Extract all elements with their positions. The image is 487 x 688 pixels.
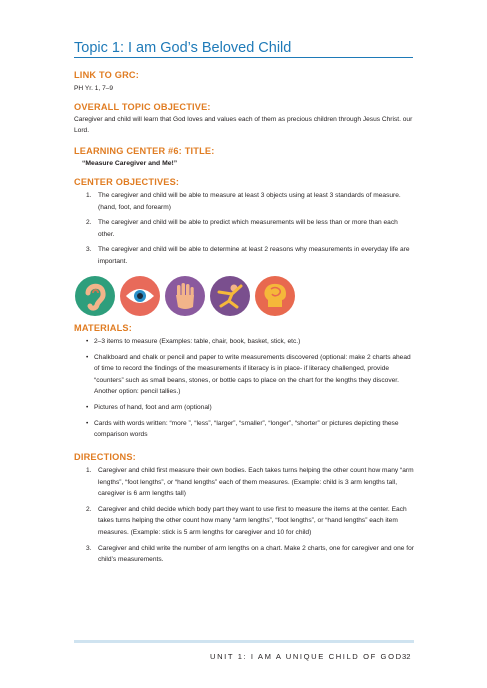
materials-list bbox=[86, 336, 416, 445]
list-text: 2–3 items to measure (Examples: table, chair, book, basket, stick, etc.) bbox=[94, 338, 301, 345]
bullet: • bbox=[86, 338, 89, 345]
link-heading: LINK TO GRC: bbox=[74, 70, 140, 80]
ear-icon bbox=[75, 276, 115, 316]
objective-text: Caregiver and child will learn that God loves and values each of them as precious children through Jesus Christ. our Lord. bbox=[74, 116, 413, 134]
center-title: “Measure Caregiver and Me!” bbox=[82, 160, 178, 167]
footer-unit-title: UNIT 1: I AM A UNIQUE CHILD OF GOD bbox=[210, 652, 403, 661]
list-item bbox=[86, 336, 416, 348]
eye-icon bbox=[120, 276, 160, 316]
list-text: Chalkboard and chalk or pencil and paper to write measurements discovered (optional: make 2 charts ahead of time to record the findings of the measurements if literacy is in place- if literacy challenged, provide “counters” such as small beans, stones, or bottle caps to place on the chart for the lengths they discover. Another option: pencil tallies.) bbox=[94, 353, 411, 396]
bullet: • bbox=[86, 403, 89, 411]
center-objectives-list bbox=[86, 190, 416, 272]
list-text: Cards with words written: “more ”, “less”, “larger”, “smaller”, “longer”, “shorter” or pictures depicting these comparison words bbox=[94, 419, 399, 439]
list-number: 2. bbox=[86, 505, 92, 513]
list-item bbox=[86, 465, 416, 500]
list-item bbox=[86, 217, 416, 240]
brain-icon bbox=[255, 276, 295, 316]
list-number: 2. bbox=[86, 219, 92, 227]
list-number: 3. bbox=[86, 246, 92, 254]
footer-rule bbox=[74, 640, 414, 643]
directions-list bbox=[86, 465, 416, 570]
page-number: 32 bbox=[402, 652, 411, 661]
list-text: Pictures of hand, foot and arm (optional) bbox=[94, 403, 212, 411]
list-number: 3. bbox=[86, 544, 92, 552]
center-heading: LEARNING CENTER #6: TITLE: bbox=[74, 146, 215, 156]
list-item bbox=[86, 352, 416, 398]
bullet: • bbox=[86, 353, 89, 361]
list-text: Caregiver and child first measure their own bodies. Each takes turns helping the other count how many “arm lengths”, “foot lengths”, or “hand lengths” each of them measures. (Example: child is 3 arm lengths tall, caregiver is 6 arm lengths tall) bbox=[98, 467, 414, 498]
list-item bbox=[86, 244, 416, 267]
list-item bbox=[86, 504, 416, 539]
list-text: The caregiver and child will be able to measure at least 3 objects using at least 3 standards of measure. (hand, foot, and forearm) bbox=[98, 192, 401, 211]
link-text: PH Yr. 1, 7–9 bbox=[74, 85, 114, 92]
title-rule bbox=[74, 57, 413, 58]
materials-heading: MATERIALS: bbox=[74, 323, 132, 333]
list-text: Caregiver and child write the number of arm lengths on a chart. Make 2 charts, one for caregiver and one for child’s measurements. bbox=[98, 544, 414, 564]
list-number: 1. bbox=[86, 467, 92, 474]
body-movement-icon bbox=[210, 276, 250, 316]
objective-heading: OVERALL TOPIC OBJECTIVE: bbox=[74, 102, 211, 112]
list-item bbox=[86, 418, 416, 441]
list-text: Caregiver and child decide which body part they want to use first to measure the items at the center. Each takes turns helping the other count how many “arm lengths”, “foot lengths”, or “hand lengths” each item measures. (Example: stick is 5 arm lengths for caregiver and 10 for child) bbox=[98, 505, 407, 536]
list-item bbox=[86, 190, 416, 213]
list-number: 1. bbox=[86, 192, 92, 199]
page-title: Topic 1: I am God’s Beloved Child bbox=[74, 40, 292, 56]
list-text: The caregiver and child will be able to predict which measurements will be less than or more than each other. bbox=[98, 219, 398, 238]
list-item bbox=[86, 543, 416, 566]
directions-heading: DIRECTIONS: bbox=[74, 452, 136, 462]
center-objectives-heading: CENTER OBJECTIVES: bbox=[74, 177, 180, 187]
senses-icons-row bbox=[75, 276, 295, 316]
hand-icon bbox=[165, 276, 205, 316]
list-text: The caregiver and child will be able to determine at least 2 reasons why measurements in everyday life are important. bbox=[98, 246, 410, 265]
list-item bbox=[86, 402, 416, 414]
bullet: • bbox=[86, 419, 89, 427]
